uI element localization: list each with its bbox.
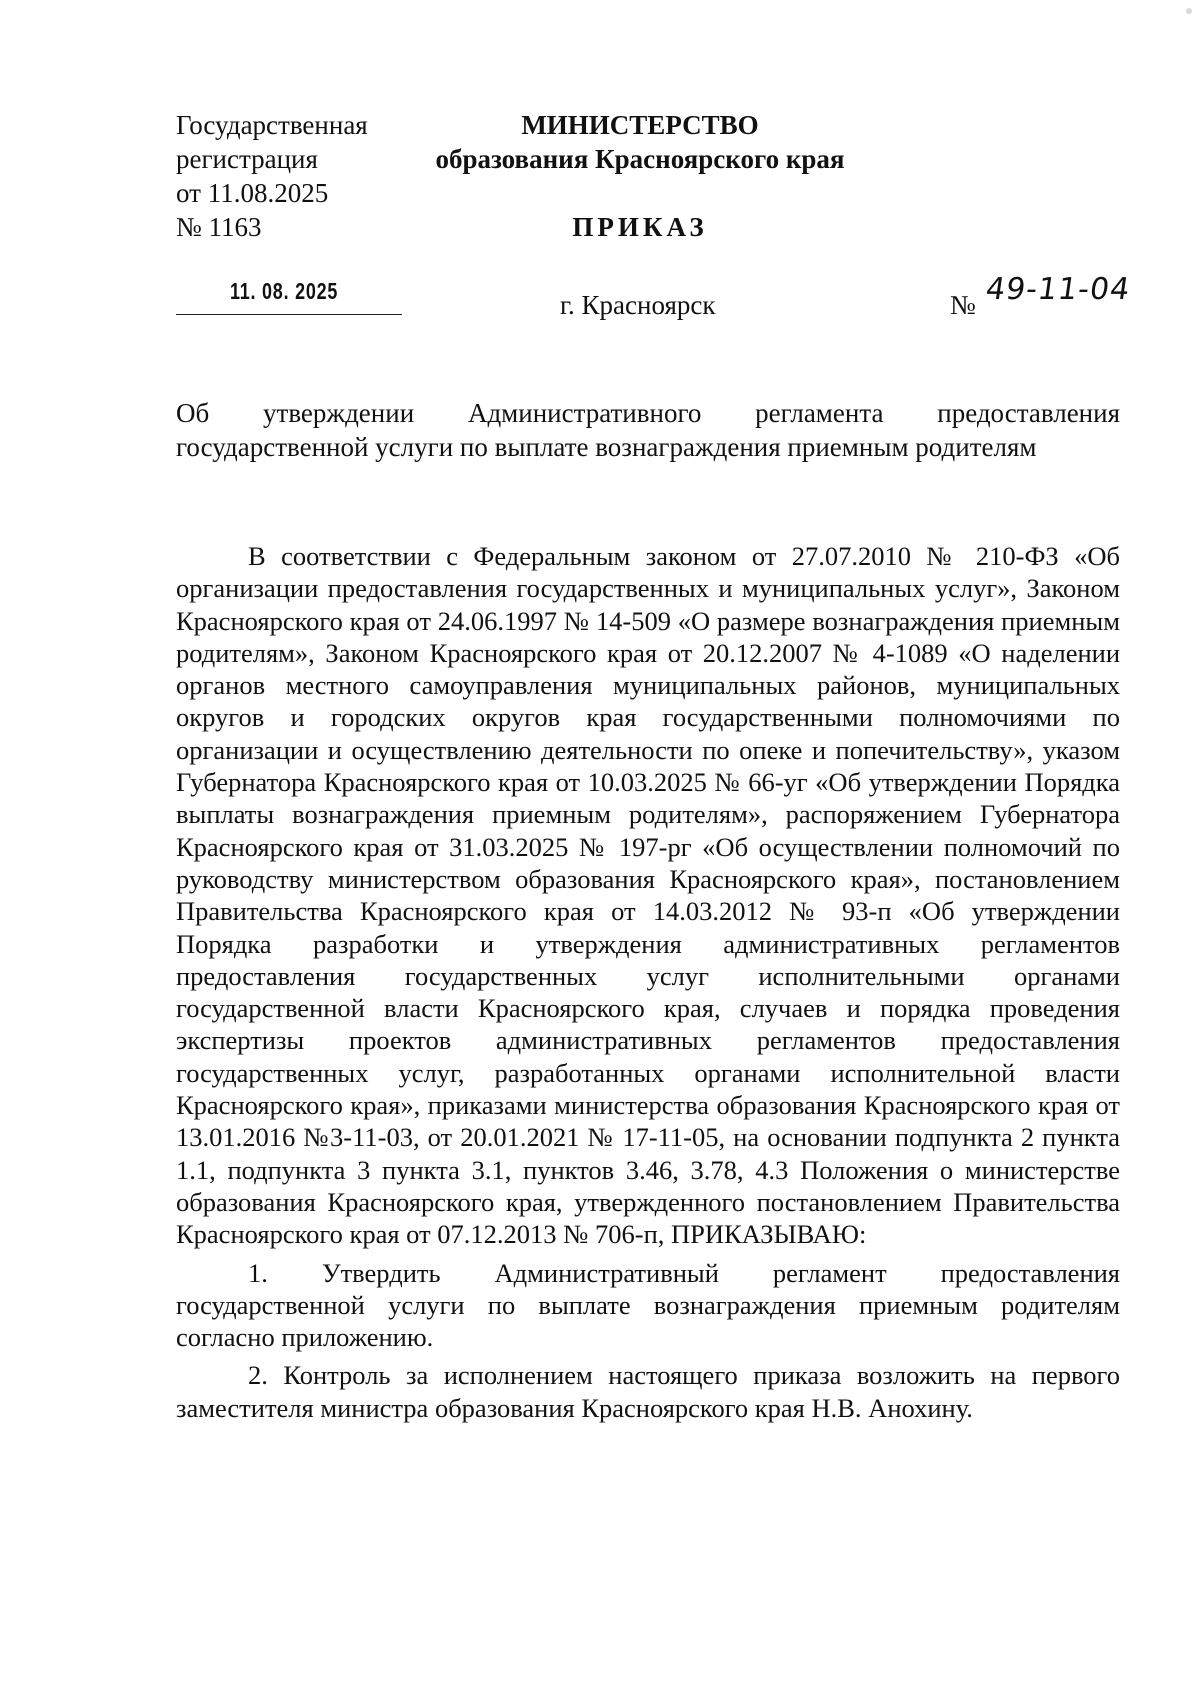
registration-date: от 11.08.2025 xyxy=(176,178,329,208)
city: г. Красноярск xyxy=(560,290,716,320)
ministry-heading xyxy=(400,108,880,176)
order-item-1: 1. Утвердить Административный регламент предоставления государственной услуги по выплате вознаграждения приемным родителям согласно приложению. xyxy=(176,1257,1120,1353)
order-item-2: 2. Контроль за исполнением настоящего приказа возложить на первого заместителя министра образования Красноярского края Н.В. Анохину. xyxy=(176,1360,1120,1423)
date-stamp: 11. 08. 2025 xyxy=(230,278,339,304)
preamble-paragraph: В соответствии с Федеральным законом от 27.07.2010 № 210-ФЗ «Об организации предоставления государственных и муниципальных услуг», Законом Красноярского края от 24.06.1997 № 14-509 «О размере вознаграждения приемным родителям», Законом Красноярского края от 20.12.2007 № 4-1089 «О наделении органов местного самоуправления муниципальных районов, муниципальных округов и городских округов края государственными полномочиями по организации и осуществлению деятельности по опеке и попечительству», указом Губернатора Красноярского края от 10.03.2025 № 66-уг «Об утверждении Порядка выплаты вознаграждения приемным родителям», распоряжением Губернатора Красноярского края от 31.03.2025 № 197-рг «Об осуществлении полномочий по руководству министерством образования Красноярского края», постановлением Правительства Красноярского края от 14.03.2012 № 93-п «Об утверждении Порядка разработки и утверждения административных регламентов предоставления государственных услуг исполнительными органами государственной власти Красноярского края, случаев и порядка проведения экспертизы проектов административных регламентов предоставления государственных услуг, разработанных органами исполнительной власти Красноярского края», приказами министерства образования Красноярского края от 13.01.2016 №3-11-03, от 20.01.2021 № 17-11-05, на основании подпункта 2 пункта 1.1, подпункта 3 пункта 3.1, пунктов 3.46, 3.78, 4.3 Положения о министерстве образования Красноярского края, утвержденного постановлением Правительства Красноярского края от 07.12.2013 № 706-п, ПРИКАЗЫВАЮ: xyxy=(176,541,1120,1250)
document-type: ПРИКАЗ xyxy=(572,212,708,242)
order-number-handwritten: 49-11-04 xyxy=(983,272,1133,307)
date-field xyxy=(176,270,402,315)
ministry-subtitle: образования Красноярского края xyxy=(435,144,845,174)
order-subject: Об утверждении Административного регламента предоставления государственной услуги по выплате вознаграждения приемным родителям xyxy=(176,398,1120,462)
number-sign: № xyxy=(950,290,976,320)
order-body xyxy=(176,540,1120,1424)
ministry-title: МИНИСТЕРСТВО xyxy=(521,110,759,140)
registration-block xyxy=(176,108,368,244)
registration-line-1: Государственная xyxy=(176,110,368,140)
registration-line-2: регистрация xyxy=(176,144,318,174)
registration-number: № 1163 xyxy=(176,212,262,242)
scan-artifact xyxy=(1186,8,1192,14)
